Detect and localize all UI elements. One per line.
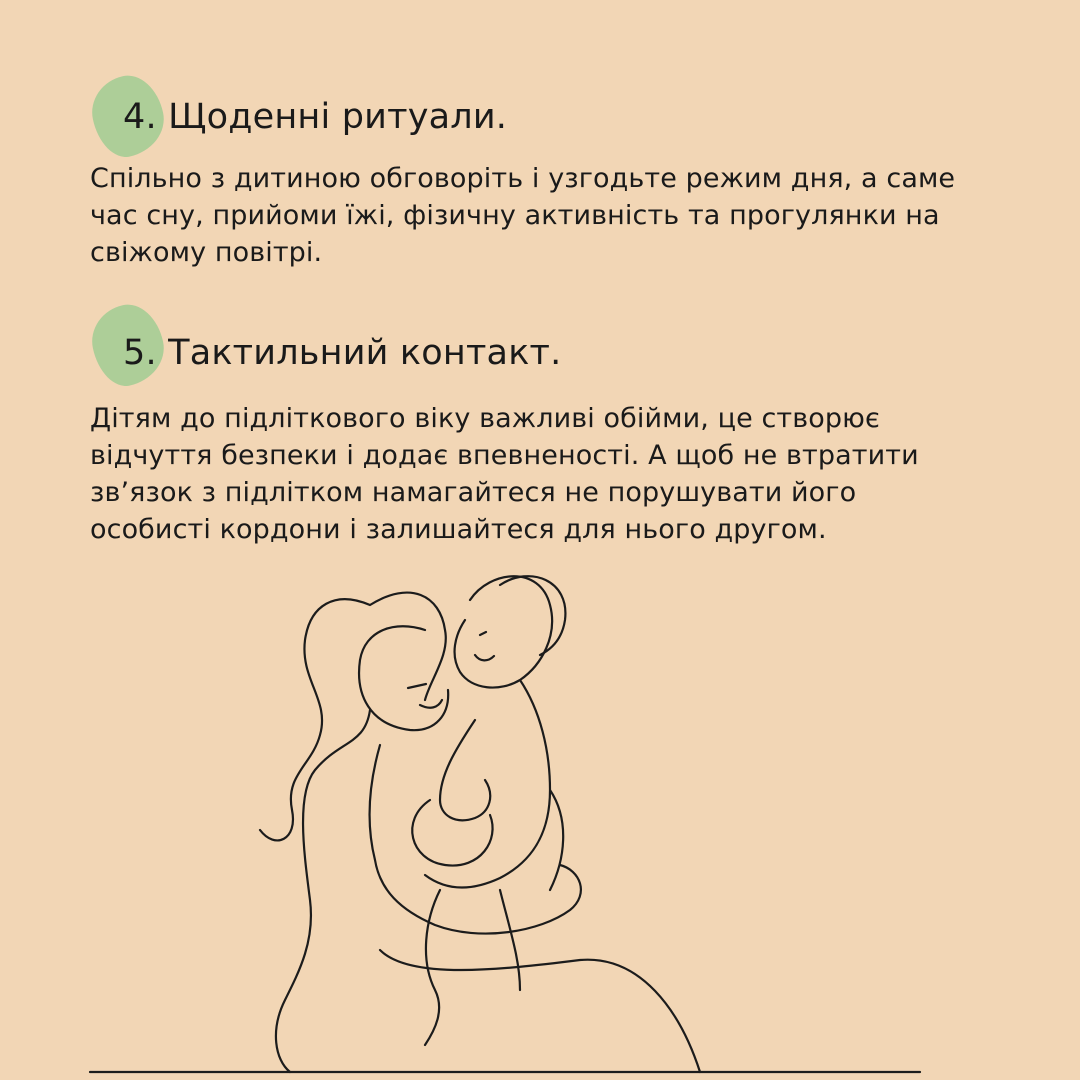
text-line: особисті кордони і залишайтеся для нього другом.	[90, 514, 827, 545]
text-line: відчуття безпеки і додає впевненості. А щоб не втратити	[90, 440, 919, 471]
text-line: час сну, прийоми їжі, фізичну активність та прогулянки на	[90, 200, 940, 231]
mother-hair	[260, 593, 446, 841]
mother-body	[276, 710, 370, 1072]
text-line: Спільно з дитиною обговоріть і узгодьте режим дня, а саме	[90, 163, 956, 194]
section-heading: 5. Тактильний контакт.	[123, 333, 562, 373]
hug-loop	[412, 800, 492, 866]
mother-hugging-child-illustration	[80, 560, 940, 1080]
section-heading: 4. Щоденні ритуали.	[123, 97, 508, 137]
child-head	[455, 576, 553, 687]
text-line: свіжому повітрі.	[90, 237, 323, 268]
section-text	[90, 400, 919, 548]
child-arm	[440, 720, 490, 820]
child-hair	[500, 576, 565, 655]
text-line: зв’язок з підлітком намагайтеся не порушувати його	[90, 477, 857, 508]
text-line: Дітям до підліткового віку важливі обійми, це створює	[90, 403, 880, 434]
section-text	[90, 160, 955, 271]
